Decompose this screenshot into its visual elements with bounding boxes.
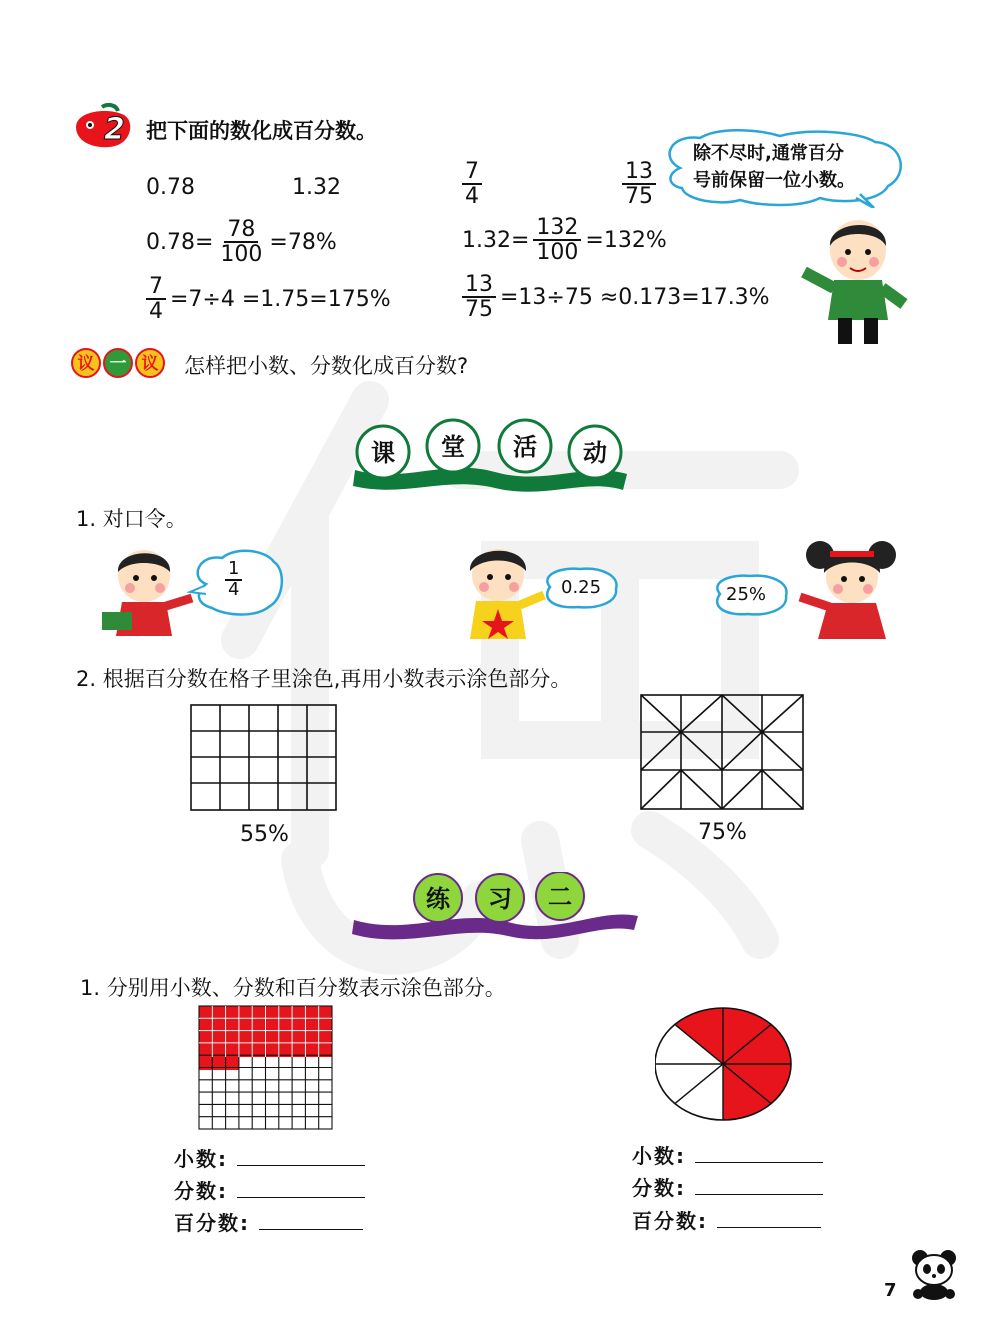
discuss-question: 怎样把小数、分数化成百分数? [184,354,469,378]
activity-1-title: 1. 对口令。 [76,507,187,531]
tip-line-2: 号前保留一位小数。 [693,170,855,191]
hundred-grid [198,1005,334,1131]
fraction-denominator: 4 [465,184,479,210]
kid-3-answer: 25% [726,584,767,605]
solution-line-1 [146,218,337,266]
left-fraction-blank[interactable] [237,1179,365,1198]
tip-bubble-text [693,140,855,194]
percent-label-text: 百分数: [174,1211,250,1235]
fraction-numerator: 132 [533,216,581,241]
percent-label-text: 百分数: [632,1209,708,1233]
fraction-numerator: 78 [224,218,258,243]
exercise-banner [348,872,644,944]
right-percent-label [632,1205,821,1234]
activity-2-title: 2. 根据百分数在格子里涂色,再用小数表示涂色部分。 [76,667,572,691]
solution-fraction [146,275,166,323]
fraction-numerator: 7 [146,275,166,300]
grid-right-label: 75% [698,820,747,845]
pie-eighths [655,1006,795,1126]
example-badge [68,103,138,155]
number-fraction-1 [462,160,482,208]
fraction-denominator: 100 [220,242,263,268]
tip-line-1: 除不尽时,通常百分 [693,143,844,164]
solution-fraction [533,216,581,264]
discuss-badge [70,348,166,382]
solution-result: =13÷75 ≈0.173=17.3% [500,284,770,310]
solution-line-4 [462,273,770,321]
fraction-denominator: 4 [228,578,240,600]
right-decimal-blank[interactable] [695,1144,823,1163]
decimal-label-text: 小数: [632,1144,686,1168]
left-decimal-blank[interactable] [237,1147,365,1166]
kid-3-illustration [790,535,910,645]
right-percent-blank[interactable] [717,1209,821,1228]
fraction-numerator: 13 [622,160,656,185]
fraction-numerator: 1 [225,560,242,581]
fraction-denominator: 75 [465,297,493,323]
example-title: 把下面的数化成百分数。 [146,119,377,143]
solution-fraction [217,218,265,266]
left-decimal-label [174,1143,365,1172]
class-activity-banner [345,418,635,498]
left-percent-label [174,1207,363,1236]
exercise-char-1: 练 [426,885,450,913]
example-number: 2 [104,112,125,147]
right-fraction-blank[interactable] [695,1176,823,1195]
solution-lead: 0.78= [146,229,214,255]
kid-2-illustration [448,535,548,645]
solution-result: =78% [269,229,337,255]
solution-line-3 [146,275,391,323]
number-decimal-2: 1.32 [292,175,341,200]
grid-left-label: 55% [240,822,289,847]
kid-1-illustration [98,540,198,640]
left-percent-blank[interactable] [259,1211,363,1230]
discuss-char-3: 议 [141,354,159,374]
solution-result: =7÷4 =1.75=175% [170,286,391,312]
fraction-label-text: 分数: [174,1179,228,1203]
solution-fraction [462,273,496,321]
number-decimal-1: 0.78 [146,175,195,200]
solution-line-2 [462,216,667,264]
triangle-grid [640,694,806,812]
solution-lead: 1.32= [462,227,530,253]
discuss-char-2: 一 [109,354,127,374]
kid-2-answer: 0.25 [561,577,602,598]
page-number: 7 [884,1280,897,1301]
exercise-char-3: 二 [548,883,572,911]
banner-char-2: 堂 [441,433,465,461]
fraction-denominator: 100 [536,240,579,266]
solution-result: =132% [585,227,667,253]
decimal-label-text: 小数: [174,1147,228,1171]
number-fraction-2 [622,160,656,208]
panda-icon [906,1246,962,1302]
banner-char-3: 活 [513,433,537,461]
boy-illustration [798,208,918,348]
left-fraction-label [174,1175,365,1204]
fraction-numerator: 7 [462,160,482,185]
exercise-1-title: 1. 分别用小数、分数和百分数表示涂色部分。 [80,976,506,1000]
fraction-label-text: 分数: [632,1176,686,1200]
fraction-numerator: 13 [462,273,496,298]
kid-1-answer [225,560,242,600]
banner-char-1: 课 [371,439,395,467]
right-fraction-label [632,1172,823,1201]
fraction-denominator: 75 [625,184,653,210]
banner-char-4: 动 [583,439,607,467]
fraction-denominator: 4 [149,299,163,325]
exercise-char-2: 习 [488,885,512,913]
discuss-char-1: 议 [77,354,95,374]
grid-5x4 [190,704,338,812]
right-decimal-label [632,1140,823,1169]
